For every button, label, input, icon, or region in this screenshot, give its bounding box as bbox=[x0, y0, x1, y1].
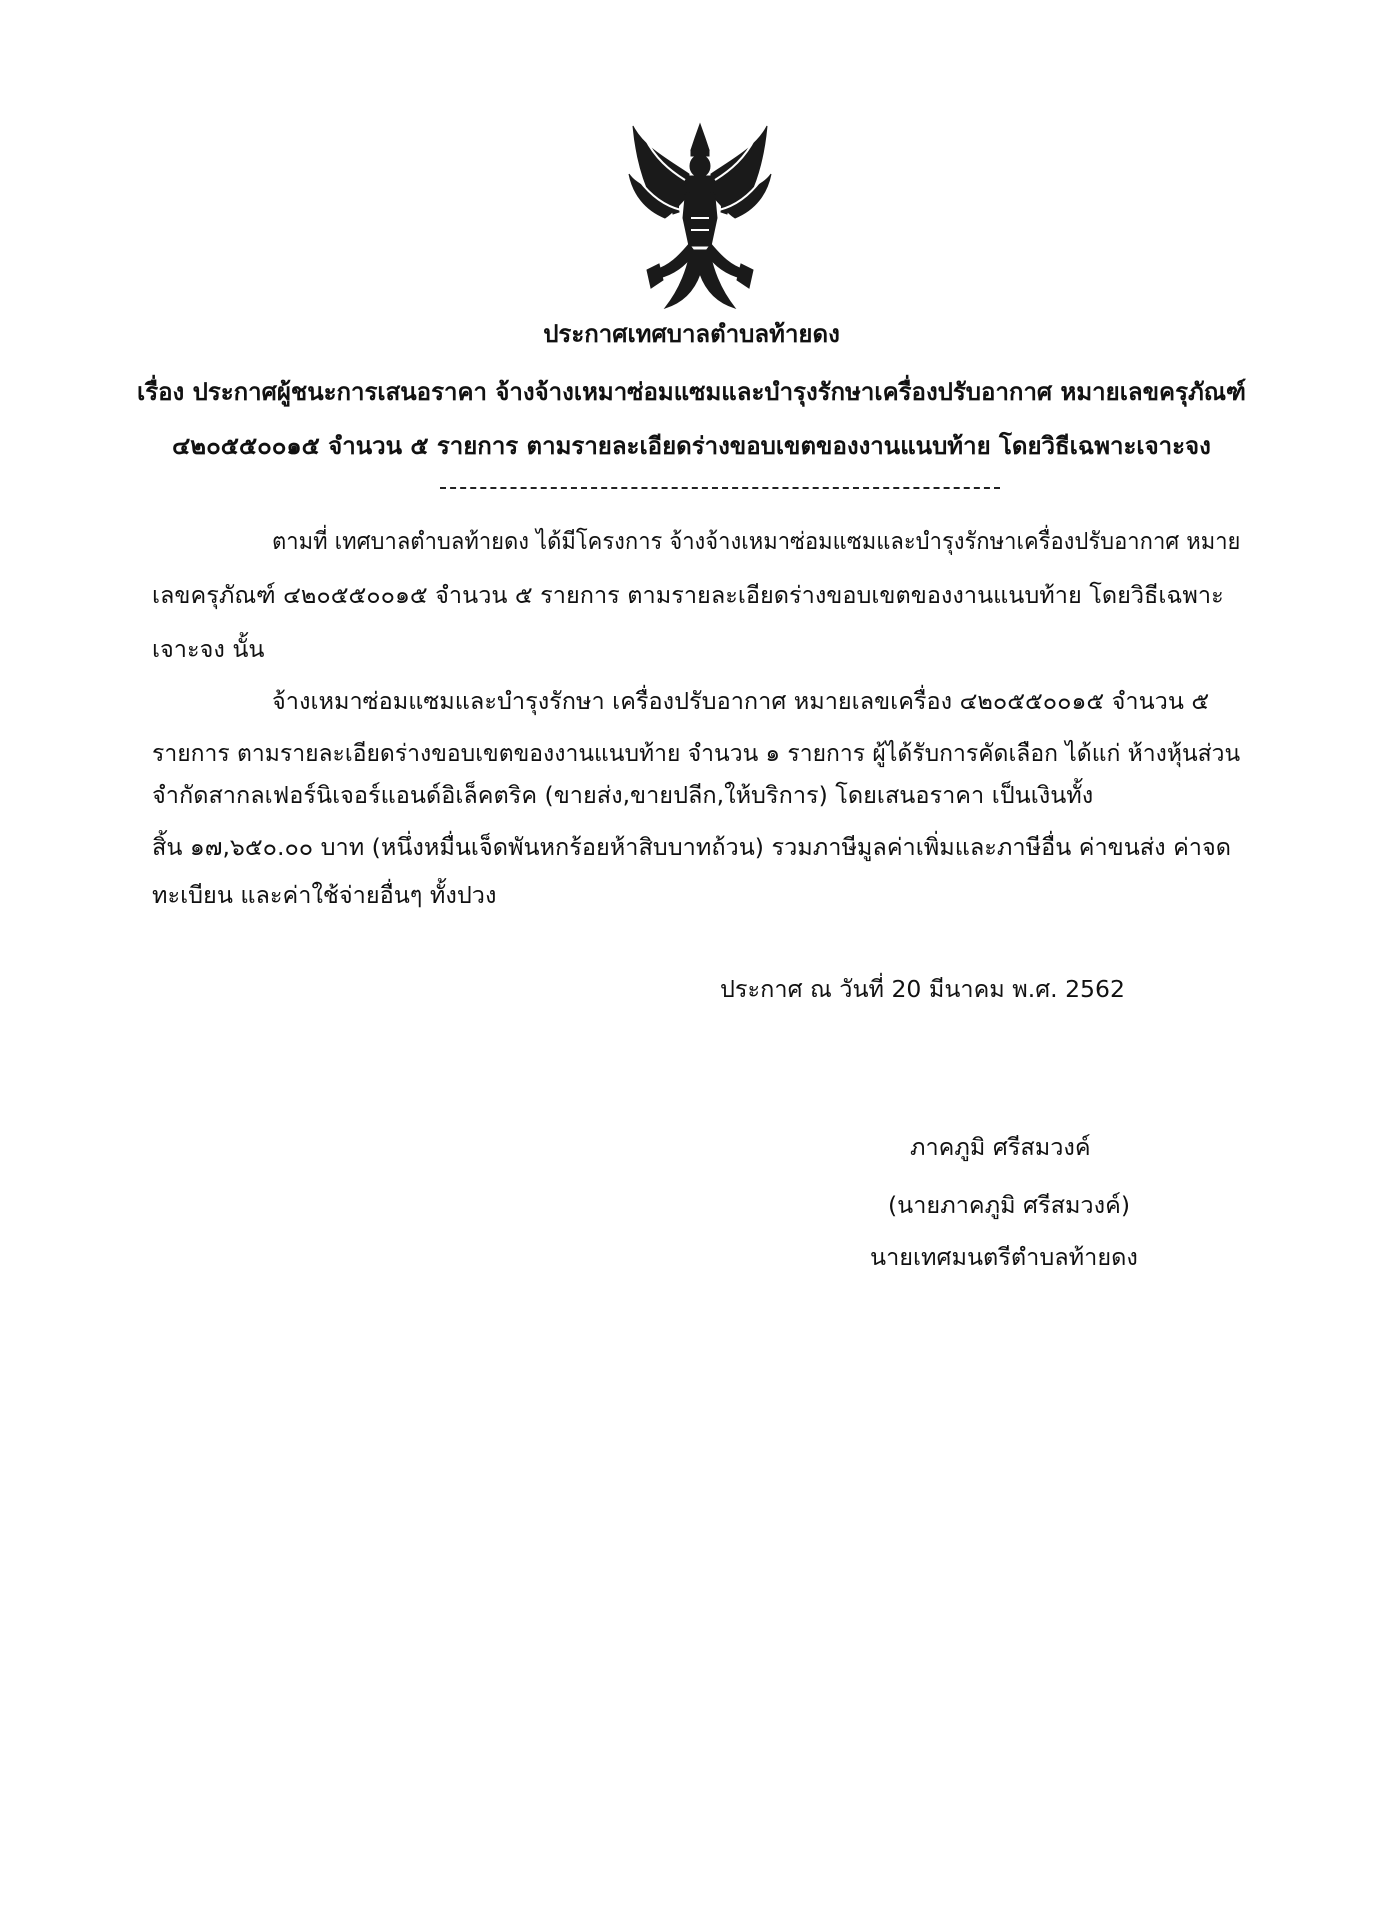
signer-position: นายเทศมนตรีตำบลท้ายดง bbox=[870, 1243, 1138, 1271]
subject-line-1: เรื่อง ประกาศผู้ชนะการเสนอราคา จ้างจ้างเหมาซ่อมแซมและบำรุงรักษาเครื่องปรับอากาศ หมายเลขครุภัณฑ์ bbox=[137, 378, 1246, 406]
paragraph-line: รายการ ตามรายละเอียดร่างขอบเขตของงานแนบท้าย จำนวน ๑ รายการ ผู้ได้รับการคัดเลือก ได้แก่ ห้างหุ้นส่วน bbox=[152, 739, 1241, 767]
paragraph-line: ทะเบียน และค่าใช้จ่ายอื่นๆ ทั้งปวง bbox=[152, 881, 497, 909]
paragraph-line: จ้างเหมาซ่อมแซมและบำรุงรักษา เครื่องปรับอากาศ หมายเลขเครื่อง ๔๒๐๕๕๐๐๑๕ จำนวน ๕ bbox=[272, 687, 1210, 715]
paragraph-line: เลขครุภัณฑ์ ๔๒๐๕๕๐๐๑๕ จำนวน ๕ รายการ ตามรายละเอียดร่างขอบเขตของงานแนบท้าย โดยวิธีเฉพาะ bbox=[152, 581, 1224, 609]
garuda-emblem-icon bbox=[625, 118, 775, 318]
signed-name: ภาคภูมิ ศรีสมวงค์ bbox=[910, 1133, 1091, 1161]
separator-rule bbox=[440, 487, 1000, 489]
subject-line-2: ๔๒๐๕๕๐๐๑๕ จำนวน ๕ รายการ ตามรายละเอียดร่างขอบเขตของงานแนบท้าย โดยวิธีเฉพาะเจาะจง bbox=[172, 432, 1211, 460]
announcement-date: ประกาศ ณ วันที่ 20 มีนาคม พ.ศ. 2562 bbox=[720, 975, 1125, 1003]
printed-name: (นายภาคภูมิ ศรีสมวงค์) bbox=[888, 1191, 1130, 1219]
paragraph-line: เจาะจง นั้น bbox=[152, 635, 265, 663]
paragraph-line: สิ้น ๑๗,๖๕๐.๐๐ บาท (หนึ่งหมื่นเจ็ดพันหกร้อยห้าสิบบาทถ้วน) รวมภาษีมูลค่าเพิ่มและภาษีอื่น ค่าขนส่ง ค่าจด bbox=[152, 833, 1232, 861]
paragraph-line: ตามที่ เทศบาลตำบลท้ายดง ได้มีโครงการ จ้างจ้างเหมาซ่อมแซมและบำรุงรักษาเครื่องปรับอากาศ หมาย bbox=[272, 527, 1241, 555]
page-title: ประกาศเทศบาลตำบลท้ายดง bbox=[543, 320, 840, 348]
paragraph-line: จำกัดสากลเฟอร์นิเจอร์แอนด์อิเล็คตริค (ขายส่ง,ขายปลีก,ให้บริการ) โดยเสนอราคา เป็นเงินทั้ง bbox=[152, 781, 1094, 809]
